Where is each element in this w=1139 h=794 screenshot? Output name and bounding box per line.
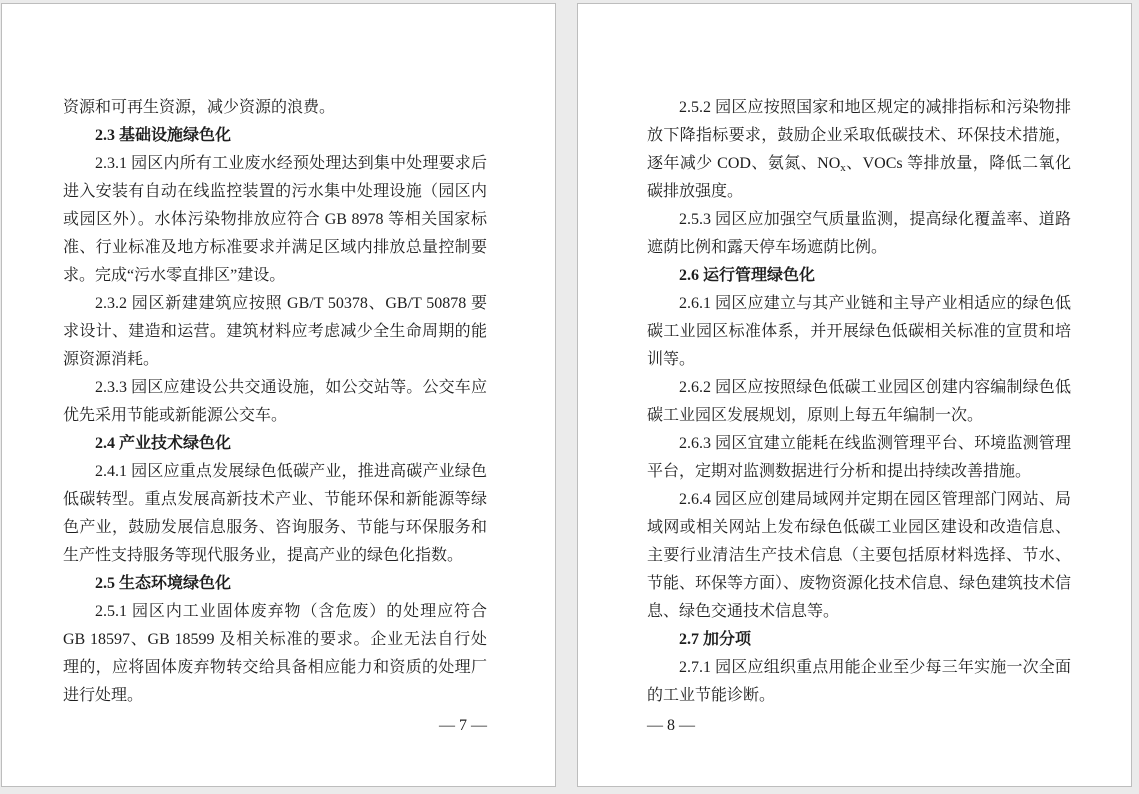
page-number: — 7 — — [439, 717, 487, 734]
paragraph: 资源和可再生资源，减少资源的浪费。 — [63, 99, 336, 116]
paragraph: 2.6.4 园区应创建局域网并定期在园区管理部门网站、局域网或相关网站上发布绿色低碳工业园区建设和改造信息、主要行业清洁生产技术信息（主要包括原材料选择、节水、节能、环保等方面）、废物资源化技术信息、绿色建筑技术信息、绿色交通技术信息等。 — [647, 491, 1072, 620]
paragraph: 2.3.2 园区新建建筑应按照 GB/T 50378、GB/T 50878 要求设计、建造和运营。建筑材料应考虑减少全生命周期的能源资源消耗。 — [63, 295, 487, 368]
paragraph: 2.5.1 园区内工业固体废弃物（含危废）的处理应符合 GB 18597、GB 18599 及相关标准的要求。企业无法自行处理的，应将固体废弃物转交给具备相应能力和资质的处理厂进行处理。 — [63, 603, 487, 704]
paragraph-text: 2.5.2 园区应按照国家和地区规定的减排指标和污染物排放下降指标要求，鼓励企业采取低碳技术、环保技术措施，逐年减少 COD、氨氮、NO — [647, 99, 1071, 172]
section-heading: 2.5 生态环境绿色化 — [95, 575, 232, 592]
paragraph: 2.6.2 园区应按照绿色低碳工业园区创建内容编制绿色低碳工业园区发展规划，原则上每五年编制一次。 — [647, 379, 1071, 424]
section-heading: 2.6 运行管理绿色化 — [679, 267, 816, 284]
paragraph: 2.7.1 园区应组织重点用能企业至少每三年实施一次全面的工业节能诊断。 — [647, 659, 1071, 704]
paragraph: 2.6.3 园区宜建立能耗在线监测管理平台、环境监测管理平台，定期对监测数据进行分析和提出持续改善措施。 — [647, 435, 1071, 480]
page-number: — 8 — — [647, 717, 695, 734]
section-heading: 2.4 产业技术绿色化 — [95, 435, 232, 452]
paragraph: 2.5.3 园区应加强空气质量监测，提高绿化覆盖率、道路遮荫比例和露天停车场遮荫比例。 — [647, 211, 1071, 256]
document-page-7 — [1, 3, 556, 787]
paragraph — [647, 94, 1071, 206]
section-heading: 2.7 加分项 — [679, 631, 752, 648]
paragraph: 2.4.1 园区应重点发展绿色低碳产业，推进高碳产业绿色低碳转型。重点发展高新技术产业、节能环保和新能源等绿色产业，鼓励发展信息服务、咨询服务、节能与环保服务和生产性支持服务等现代服务业，提高产业的绿色化指数。 — [63, 463, 487, 564]
paragraph-text: 、VOCs 等排放量，降低二氧化碳排放强度。 — [647, 155, 1071, 200]
section-heading: 2.3 基础设施绿色化 — [95, 127, 232, 144]
paragraph: 2.3.1 园区内所有工业废水经预处理达到集中处理要求后进入安装有自动在线监控装置的污水集中处理设施（园区内或园区外）。水体污染物排放应符合 GB 8978 等相关国家标准、行业标准及地方标准要求并满足区域内排放总量控制要求。完成“污水零直排区”建设。 — [63, 155, 487, 284]
subscript-text: x — [840, 162, 846, 174]
page-8-text-column — [647, 94, 1071, 710]
document-page-8 — [577, 3, 1132, 787]
paragraph: 2.6.1 园区应建立与其产业链和主导产业相适应的绿色低碳工业园区标准体系，并开展绿色低碳相关标准的宣贯和培训等。 — [647, 295, 1071, 368]
page-7-text-column — [63, 94, 487, 710]
paragraph: 2.3.3 园区应建设公共交通设施，如公交站等。公交车应优先采用节能或新能源公交车。 — [63, 379, 487, 424]
